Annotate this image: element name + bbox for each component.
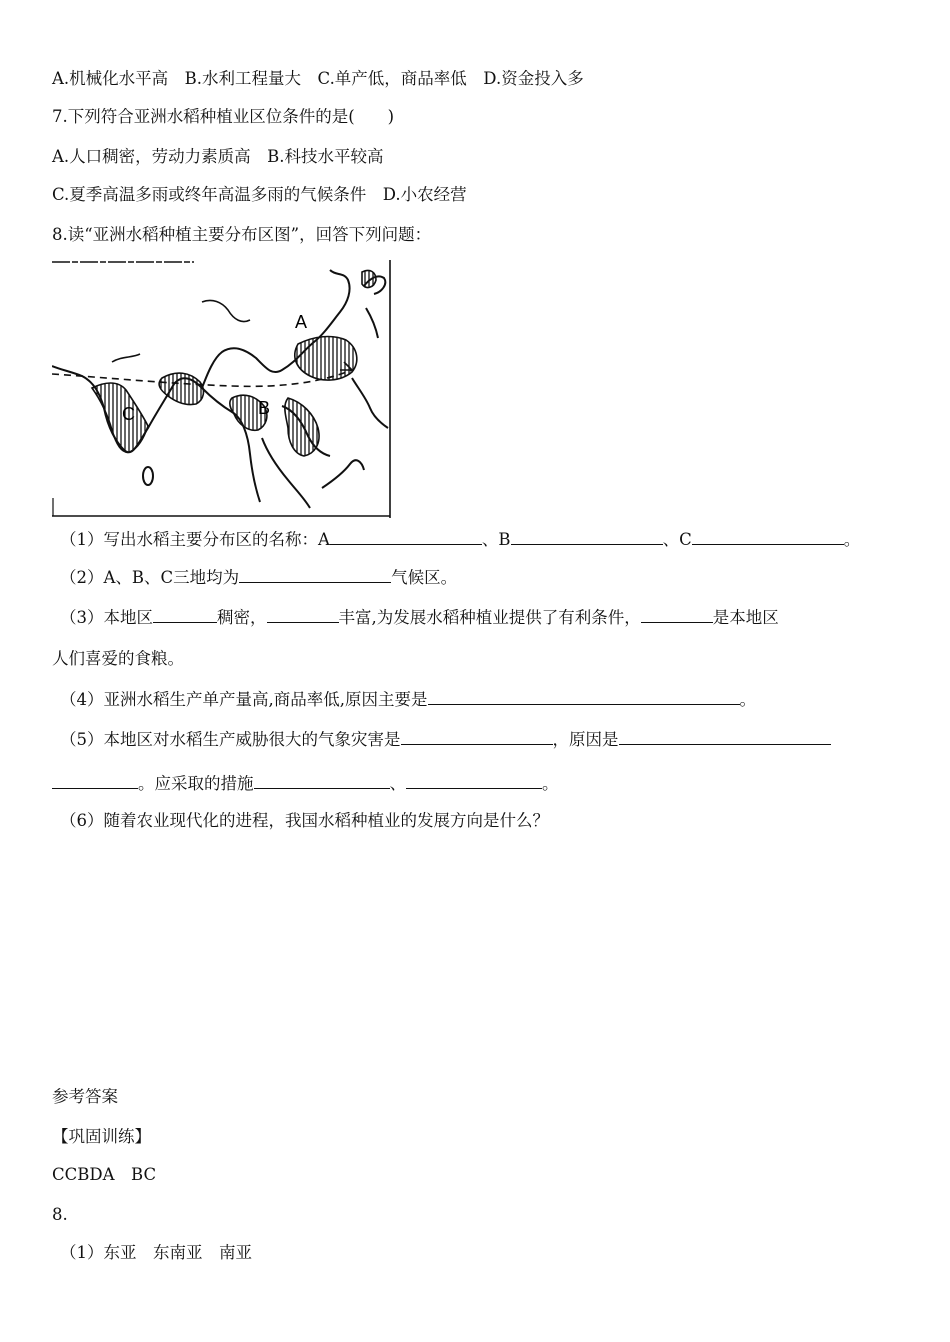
map-label-a: A xyxy=(295,312,308,332)
q8-part5-cont: 。应采取的措施 、 。 xyxy=(52,772,559,795)
answer-blank[interactable] xyxy=(267,606,339,623)
answer-blank[interactable] xyxy=(153,606,217,623)
answer-blank[interactable] xyxy=(330,528,482,545)
answers-title: 参考答案 xyxy=(52,1087,118,1106)
q7-options-ab: A.人口稠密，劳动力素质高 B.科技水平较高 xyxy=(52,147,384,166)
answer-blank[interactable] xyxy=(52,772,138,789)
q8-part3: （3）本地区 稠密， 丰富,为发展水稻种植业提供了有利条件， 是本地区 xyxy=(60,608,779,627)
answers-choice: CCBDA BC xyxy=(52,1165,157,1184)
answer-blank[interactable] xyxy=(428,688,740,705)
answer-blank[interactable] xyxy=(239,566,391,583)
answers-section: 【巩固训练】 xyxy=(52,1127,151,1146)
q8-part6: （6）随着农业现代化的进程，我国水稻种植业的发展方向是什么？ xyxy=(60,811,549,830)
q6-options: A.机械化水平高 B.水利工程量大 C.单产低，商品率低 D.资金投入多 xyxy=(52,69,584,88)
q8-part5: （5）本地区对水稻生产威胁很大的气象灾害是 ，原因是 xyxy=(60,728,831,751)
map-label-c: C xyxy=(122,404,135,424)
q7-options-cd: C.夏季高温多雨或终年高温多雨的气候条件 D.小农经营 xyxy=(52,185,467,204)
answer-blank[interactable] xyxy=(511,528,663,545)
answer-blank[interactable] xyxy=(619,728,831,745)
q8-part4: （4）亚洲水稻生产单产量高,商品率低,原因主要是 。 xyxy=(60,690,756,709)
asia-rice-map xyxy=(52,258,392,520)
answers-q8-label: 8. xyxy=(52,1205,68,1224)
answers-q8-1: （1）东亚 东南亚 南亚 xyxy=(60,1243,252,1262)
answer-blank[interactable] xyxy=(401,728,553,745)
q8-part2: （2）A、B、C三地均为 气候区。 xyxy=(60,568,458,587)
q8-stem: 8.读“亚洲水稻种植主要分布区图”，回答下列问题： xyxy=(52,225,432,244)
q8-part1: （1）写出水稻主要分布区的名称：A 、B 、C 。 xyxy=(60,530,861,549)
q8-part3-cont: 人们喜爱的食粮。 xyxy=(52,649,184,668)
answer-blank[interactable] xyxy=(254,772,390,789)
answer-blank[interactable] xyxy=(641,606,713,623)
map-label-b: B xyxy=(258,398,271,418)
q7-stem: 7.下列符合亚洲水稻种植业区位条件的是( ) xyxy=(52,107,395,126)
answer-blank[interactable] xyxy=(406,772,542,789)
answer-blank[interactable] xyxy=(692,528,844,545)
